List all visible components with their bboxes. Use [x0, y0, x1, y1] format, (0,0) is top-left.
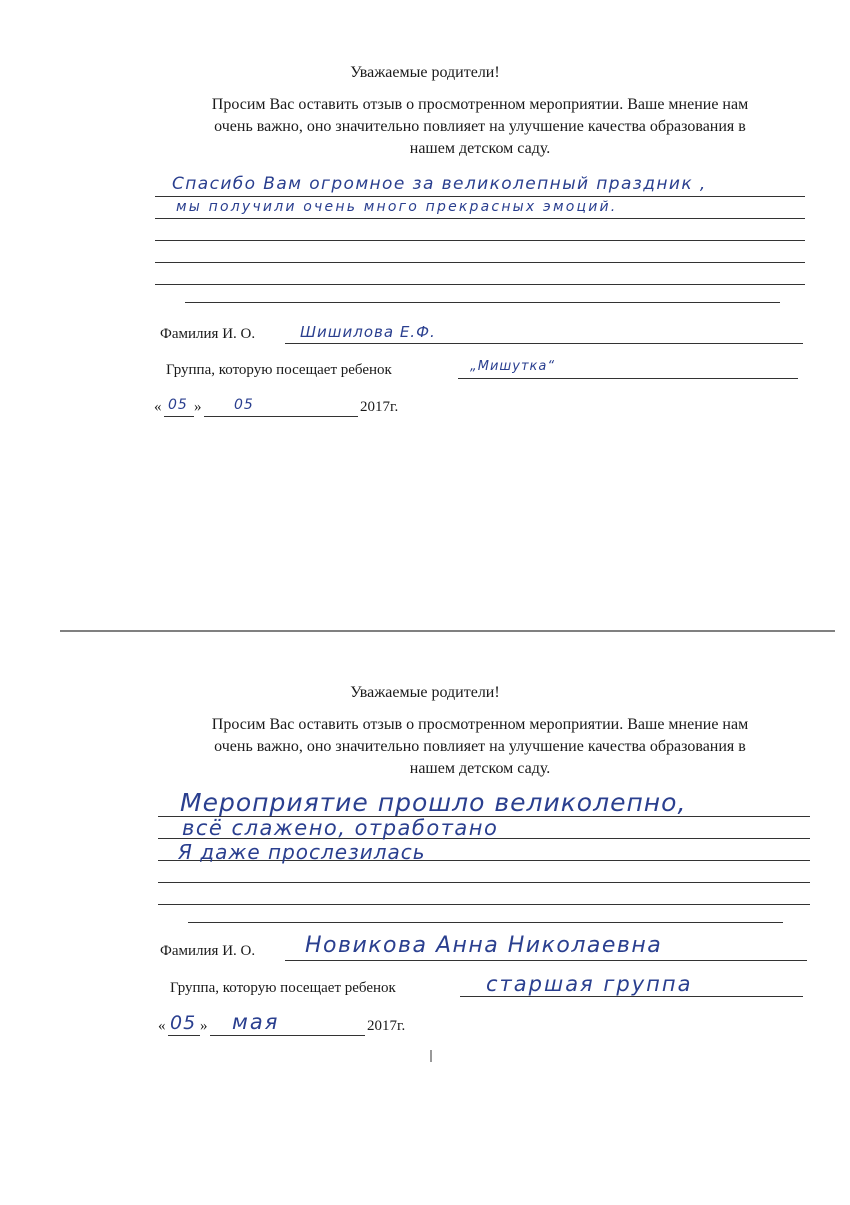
scan-mark [430, 1050, 432, 1062]
date-month-line [204, 416, 358, 417]
group-label: Группа, которую посещает ребенок [166, 362, 392, 378]
group-label: Группа, которую посещает ребенок [170, 980, 396, 996]
answer-line [155, 196, 805, 197]
answer-line [158, 904, 810, 905]
date-day-line [168, 1035, 200, 1036]
intro-line: нашем детском саду. [409, 760, 551, 777]
date-open-quote: « [158, 1018, 166, 1034]
group-line [458, 378, 798, 379]
answer-line [155, 240, 805, 241]
form-heading: Уважаемые родители! [350, 684, 500, 701]
intro-line: Просим Вас оставить отзыв о просмотренном мероприятии. Ваше мнение нам [211, 96, 749, 113]
form-heading: Уважаемые родители! [350, 64, 500, 81]
name-handwritten: Новикова Анна Николаевна [305, 933, 663, 958]
date-day-handwritten: 05 [168, 397, 188, 413]
name-handwritten: Шишилова Е.Ф. [300, 323, 436, 341]
answer-line [155, 284, 805, 285]
intro-line: очень важно, оно значительно повлияет на улучшение качества образования в [214, 118, 746, 135]
feedback-handwritten: всё слажено, отработано [182, 816, 499, 840]
answer-line [155, 262, 805, 263]
intro-line: нашем детском саду. [409, 140, 551, 157]
feedback-handwritten: Мероприятие прошло великолепно, [180, 788, 687, 817]
answer-line [155, 218, 805, 219]
date-year: 2017г. [367, 1018, 406, 1034]
group-line [460, 996, 803, 997]
feedback-handwritten: мы получили очень много прекрасных эмоций. [176, 199, 618, 215]
answer-line [188, 922, 783, 923]
date-month-handwritten: 05 [234, 397, 254, 413]
date-close-quote: » [200, 1018, 208, 1034]
name-label: Фамилия И. О. [160, 326, 256, 342]
feedback-handwritten: Спасибо Вам огромное за великолепный праздник , [172, 174, 707, 194]
intro-line: очень важно, оно значительно повлияет на улучшение качества образования в [214, 738, 746, 755]
feedback-form-1 [0, 0, 850, 585]
name-label: Фамилия И. О. [160, 943, 256, 959]
answer-line [158, 882, 810, 883]
intro-line: Просим Вас оставить отзыв о просмотренном мероприятии. Ваше мнение нам [211, 716, 749, 733]
date-month-line [210, 1035, 365, 1036]
group-handwritten: „Мишутка“ [470, 359, 556, 374]
form-intro [150, 94, 810, 160]
name-line [285, 960, 807, 961]
name-line [285, 343, 803, 344]
date-day-line [164, 416, 194, 417]
form-intro [150, 714, 810, 780]
date-day-handwritten: 05 [170, 1012, 197, 1034]
answer-line [185, 302, 780, 303]
feedback-form-2 [0, 620, 850, 1205]
date-year: 2017г. [360, 399, 399, 415]
date-close-quote: » [194, 399, 202, 415]
date-open-quote: « [154, 399, 162, 415]
feedback-handwritten: Я даже прослезилась [178, 840, 426, 864]
date-month-handwritten: мая [232, 1010, 280, 1034]
group-handwritten: старшая группа [486, 972, 693, 996]
